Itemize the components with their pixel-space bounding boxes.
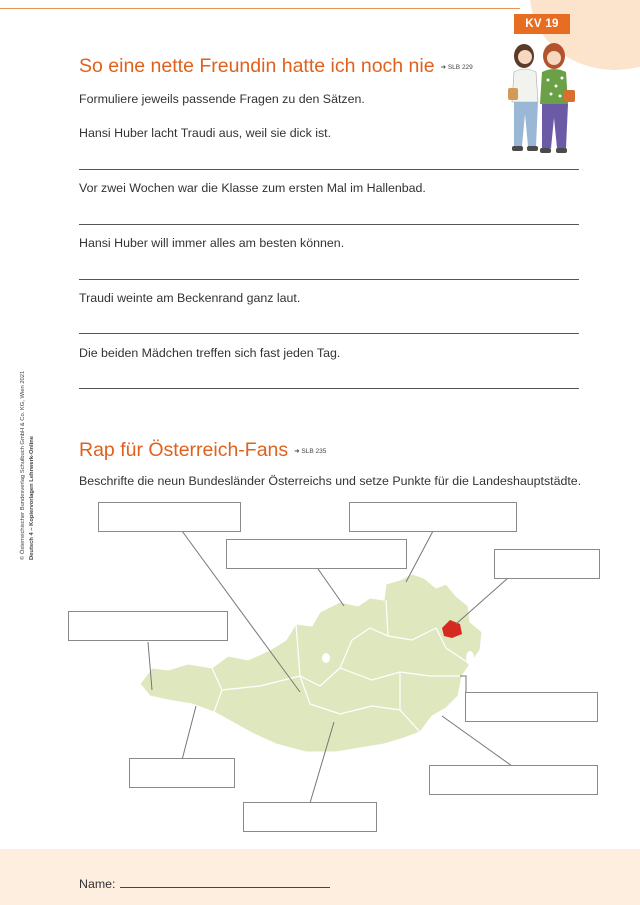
header-rule: [0, 8, 520, 9]
instruction-map: Beschrifte die neun Bundesländer Österreichs und setze Punkte für die Landeshauptstädte.: [79, 474, 582, 488]
page-reference: ➜ SLB 235: [294, 447, 327, 455]
state-label-box-4[interactable]: [494, 549, 600, 579]
answer-line-1[interactable]: [79, 169, 579, 170]
state-label-box-5[interactable]: [68, 611, 228, 641]
instruction-questions: Formuliere jeweils passende Fragen zu den Sätzen.: [79, 92, 365, 106]
state-label-box-8[interactable]: [429, 765, 598, 795]
sentence-4: Traudi weinte am Beckenrand ganz laut.: [79, 291, 301, 305]
austria-map-exercise: [0, 490, 640, 850]
sentence-1: Hansi Huber lacht Traudi aus, weil sie dick ist.: [79, 126, 332, 140]
girls-illustration: [494, 38, 582, 158]
worksheet-badge: KV 19: [514, 14, 570, 34]
page-reference: ➜ SLB 229: [440, 63, 473, 71]
state-label-box-3[interactable]: [226, 539, 407, 569]
section-title-austria: [79, 439, 326, 462]
answer-line-5[interactable]: [79, 388, 579, 389]
sentence-2: Vor zwei Wochen war die Klasse zum ersten Mal im Hallenbad.: [79, 181, 426, 195]
name-label: Name:: [79, 877, 116, 891]
sentence-5: Die beiden Mädchen treffen sich fast jeden Tag.: [79, 346, 341, 360]
state-label-box-1[interactable]: [98, 502, 241, 532]
answer-line-4[interactable]: [79, 333, 579, 334]
answer-line-2[interactable]: [79, 224, 579, 225]
answer-line-3[interactable]: [79, 279, 579, 280]
state-label-box-2[interactable]: [349, 502, 517, 532]
name-input-line[interactable]: [120, 887, 330, 888]
state-label-box-7[interactable]: [129, 758, 235, 788]
title-text: Rap für Österreich-Fans: [79, 439, 289, 461]
credit-series: Deutsch 4 – Kopiervorlagen Lehrwerk-Online: [29, 435, 35, 560]
title-text: So eine nette Freundin hatte ich noch nie: [79, 55, 435, 77]
section-title-friendship: [79, 55, 473, 78]
credit-line: © Österreichischer Bundesverlag Schulbuch GmbH & Co. KG, Wien 2021: [20, 370, 26, 560]
state-label-box-6[interactable]: [465, 692, 598, 722]
state-label-box-9[interactable]: [243, 802, 377, 832]
sentence-3: Hansi Huber will immer alles am besten können.: [79, 236, 345, 250]
